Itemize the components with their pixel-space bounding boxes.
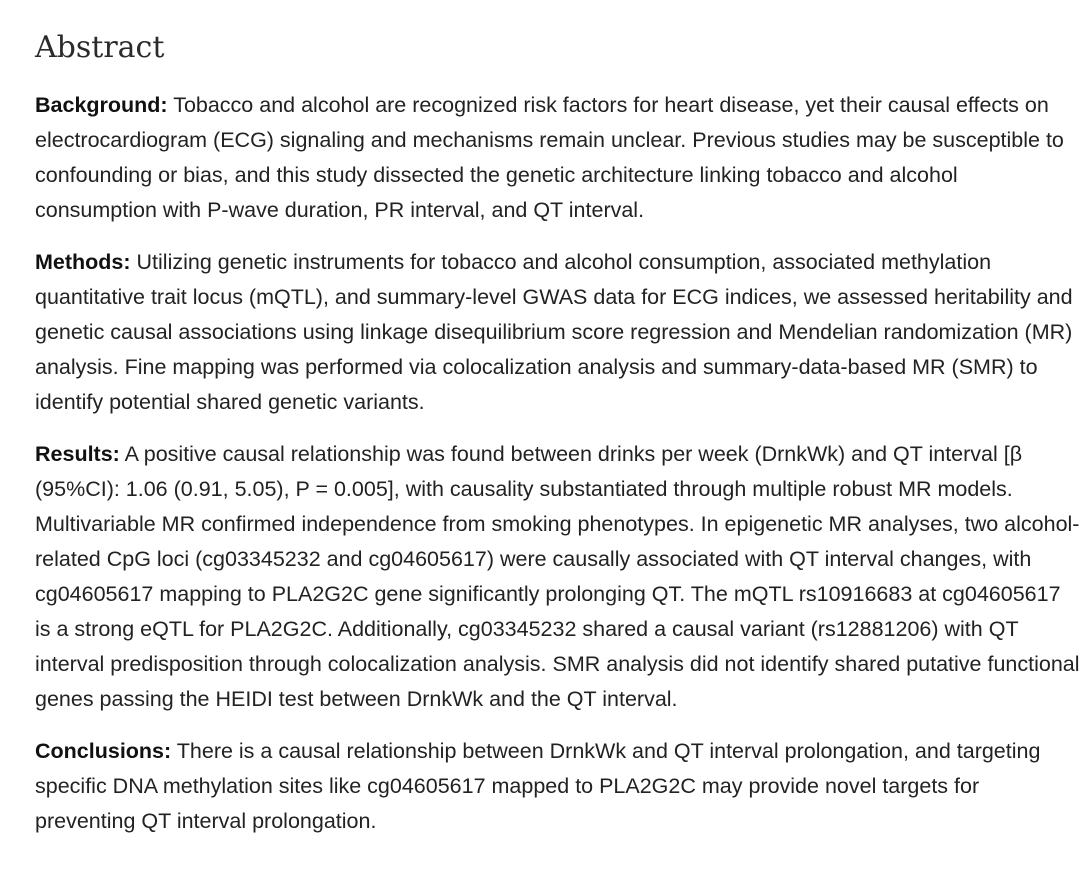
results-label: Results:: [35, 442, 120, 466]
background-label: Background:: [35, 93, 168, 117]
background-paragraph: [35, 88, 1080, 228]
results-text: A positive causal relationship was found between drinks per week (DrnkWk) and QT interval [β (95%CI): 1.06 (0.91, 5.05), P = 0.005], with causality substantiated through multiple robust MR models. Multivariable MR confirmed independence from smoking phenotypes. In epigenetic MR analyses, two alcohol-related CpG loci (cg03345232 and cg04605617) were causally associated with QT interval changes, with cg04605617 mapping to PLA2G2C gene significantly prolonging QT. The mQTL rs10916683 at cg04605617 is a strong eQTL for PLA2G2C. Additionally, cg03345232 shared a causal variant (rs12881206) with QT interval predisposition through colocalization analysis. SMR analysis did not identify shared putative functional genes passing the HEIDI test between DrnkWk and the QT interval.: [35, 442, 1080, 711]
methods-paragraph: [35, 245, 1080, 420]
results-paragraph: [35, 437, 1080, 717]
conclusions-text: There is a causal relationship between DrnkWk and QT interval prolongation, and targeting specific DNA methylation sites like cg04605617 mapped to PLA2G2C may provide novel targets for preventing QT interval prolongation.: [35, 739, 1041, 833]
conclusions-label: Conclusions:: [35, 739, 172, 763]
abstract-section: [35, 28, 1080, 856]
background-text: Tobacco and alcohol are recognized risk factors for heart disease, yet their causal effects on electrocardiogram (ECG) signaling and mechanisms remain unclear. Previous studies may be susceptible to confounding or bias, and this study dissected the genetic architecture linking tobacco and alcohol consumption with P-wave duration, PR interval, and QT interval.: [35, 93, 1064, 222]
conclusions-paragraph: [35, 734, 1080, 839]
methods-text: Utilizing genetic instruments for tobacco and alcohol consumption, associated methylation quantitative trait locus (mQTL), and summary-level GWAS data for ECG indices, we assessed heritability and genetic causal associations using linkage disequilibrium score regression and Mendelian randomization (MR) analysis. Fine mapping was performed via colocalization analysis and summary-data-based MR (SMR) to identify potential shared genetic variants.: [35, 250, 1073, 414]
abstract-heading: Abstract: [35, 30, 165, 65]
methods-label: Methods:: [35, 250, 131, 274]
